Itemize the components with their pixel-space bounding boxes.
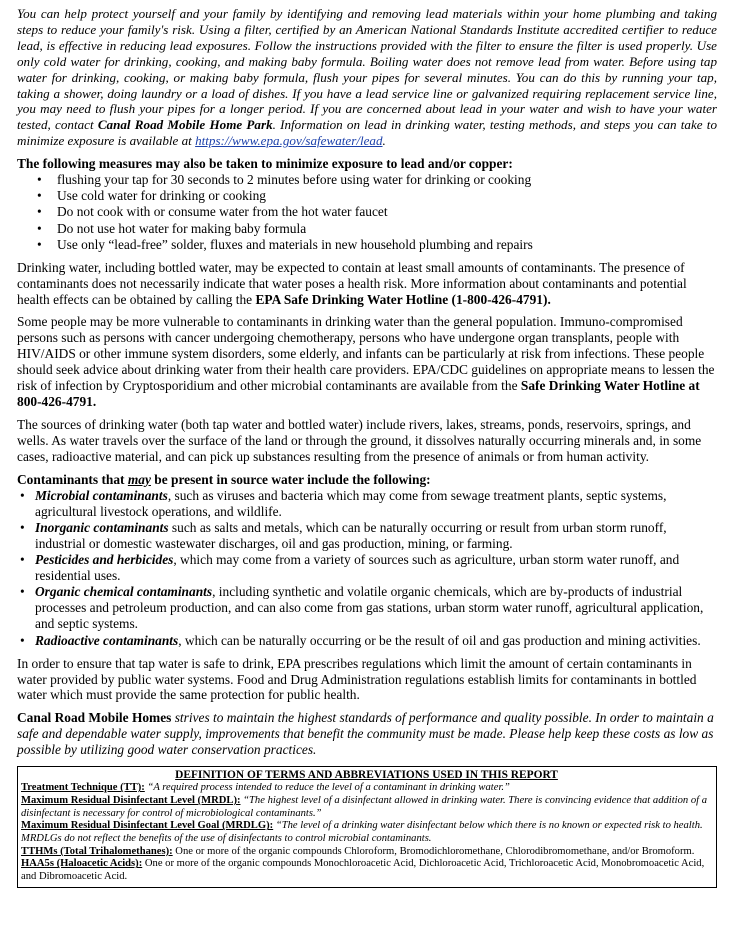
intro-end: . <box>382 133 386 149</box>
list-item: • Use cold water for drinking or cooking <box>17 188 717 204</box>
vulnerable-text: Some people may be more vulnerable to contaminants in drinking water than the general population. Immuno-compromised persons such as persons with cancer undergoing chemotherapy, persons who have undergone organ transplants, people with HIV/AIDS or other immune system disorders, some elderly, and infants can be particularly at risk from infections. These people should seek advice about drinking water from their health care providers. EPA/CDC guidelines on appropriate means to lessen the risk of infection by Cryptosporidium and other microbial contaminants are available from the <box>17 314 715 394</box>
contaminant-term: Microbial contaminants <box>35 487 168 503</box>
regulations-paragraph: In order to ensure that tap water is safe to drink, EPA prescribes regulations which limit the amount of certain contaminants in water provided by public water systems. Food and Drug Administration regulations establish limits for contaminants in bottled water which must provide the same protection for public health. <box>17 655 697 703</box>
bottled-water-paragraph <box>17 260 717 308</box>
definition-term: Maximum Residual Disinfectant Level Goal (MRDLG): <box>21 820 274 832</box>
contaminant-term: Inorganic contaminants <box>35 519 169 535</box>
closing-company: Canal Road Mobile Homes <box>17 710 172 726</box>
bottled-text: Drinking water, including bottled water, may be expected to contain at least small amounts of contaminants. The presence of contaminants does not necessarily indicate that water poses a health risk. More information about contaminants and potential health effects can be obtained by calling the <box>17 259 687 307</box>
contaminant-text: , including synthetic and volatile organic chemicals, which are by-products of industrial processes and petroleum production, and can also come from gas stations, urban storm water runoff, agricultural application, and septic systems. <box>35 584 704 632</box>
definition-text: “The level of a drinking water disinfectant below which there is no known or expected risk to health. MRDLGs do not reflect the benefits of the use of disinfectants to control microbial contaminants. <box>21 820 703 845</box>
list-item <box>17 633 717 649</box>
definition-text: One or more of the organic compounds Chloroform, Bromodichloromethane, Chlorodibromomethane, and/or Bromoform. <box>172 845 695 857</box>
measures-section <box>17 156 717 253</box>
definition-item <box>21 782 712 795</box>
intro-company: Canal Road Mobile Home Park <box>97 117 273 133</box>
list-item <box>17 584 717 632</box>
contaminants-heading-post: be present in source water include the following: <box>150 471 431 487</box>
list-item: • Use only “lead-free” solder, fluxes and materials in new household plumbing and repairs <box>17 237 717 253</box>
contaminants-section <box>17 472 717 649</box>
measures-list <box>17 172 717 252</box>
contaminants-list <box>17 488 717 649</box>
definition-item <box>21 795 712 820</box>
intro-text-1: You can help protect yourself and your family by identifying and removing lead materials within your home plumbing and taking steps to reduce your family's risk. Using a filter, certified by an American National Standards Institute accredited certifier to reduce lead, is effective in reducing lead exposures. Follow the instructions provided with the filter to ensure the filter is used properly. Use only cold water for drinking, cooking, and making baby formula. Boiling water does not remove lead from water. Before using tap water for drinking, cooking, or making baby formula, flush your pipes for several minutes. You can do this by running your tap, taking a shower, doing laundry or a load of dishes. If you have a lead service line or galvanized requiring replacement service line, you may need to flush your pipes for a longer period. If you are concerned about lead in your water and wish to have your water tested, contact <box>17 6 717 133</box>
contaminants-heading-may: may <box>127 471 151 487</box>
contaminant-text: such as salts and metals, which can be naturally occurring or result from urban storm runoff, industrial or domestic wastewater discharges, oil and gas production, mining, or farming. <box>35 519 667 551</box>
epa-lead-link[interactable]: https://www.epa.gov/safewater/lead <box>195 133 383 149</box>
definition-term: Maximum Residual Disinfectant Level (MRDL): <box>21 794 241 806</box>
contaminants-heading <box>17 472 717 488</box>
intro-text-2: . Information on lead in drinking water, testing methods, and steps you can take to minimize exposure is available at <box>17 117 717 149</box>
definitions-title: DEFINITION OF TERMS AND ABBREVIATIONS USED IN THIS REPORT <box>175 769 558 782</box>
contaminant-text: , which can be naturally occurring or be the result of oil and gas production and mining activities. <box>178 632 701 648</box>
definition-text: “A required process intended to reduce the level of a contaminant in drinking water.” <box>144 782 510 794</box>
list-item: • Do not use hot water for making baby formula <box>17 221 717 237</box>
definition-text: “The highest level of a disinfectant allowed in drinking water. There is convincing evidence that addition of a disinfectant is necessary for control of microbiological contaminants.” <box>21 794 708 819</box>
contaminant-term: Radioactive contaminants <box>35 632 179 648</box>
definition-term: TTHMs (Total Trihalomethanes): <box>21 845 173 857</box>
list-item <box>17 488 717 520</box>
contaminants-heading-pre: Contaminants that <box>17 471 128 487</box>
measures-heading: The following measures may also be taken to minimize exposure to lead and/or copper: <box>17 156 513 172</box>
list-item <box>17 552 717 584</box>
sources-paragraph: The sources of drinking water (both tap water and bottled water) include rivers, lakes, streams, ponds, reservoirs, springs, and wells. As water travels over the surface of the land or through the ground, it dissolves naturally occurring minerals and, in some cases, radioactive material, and can pick up substances resulting from the presence of animals or from human activity. <box>17 416 702 464</box>
list-item: • Do not cook with or consume water from the hot water faucet <box>17 204 717 220</box>
definition-term: Treatment Technique (TT): <box>21 782 145 794</box>
definition-item <box>21 858 712 883</box>
definitions-box <box>17 766 717 888</box>
contaminant-text: , which may come from a variety of sources such as agriculture, urban storm water runoff, and residential uses. <box>35 552 680 584</box>
list-item <box>17 520 717 552</box>
closing-paragraph <box>17 710 717 758</box>
contaminant-term: Pesticides and herbicides <box>35 552 174 568</box>
contaminant-term: Organic chemical contaminants <box>35 584 213 600</box>
closing-text: strives to maintain the highest standards of performance and quality possible. In order to maintain a safe and dependable water supply, improvements that benefit the community must be made. Please help keep these costs as low as possible by utilizing good water conservation practices. <box>17 710 714 758</box>
definition-item <box>21 820 712 845</box>
list-item: • flushing your tap for 30 seconds to 2 minutes before using water for drinking or cooking <box>17 172 717 188</box>
sdw-hotline: Safe Drinking Water Hotline at 800-426-4791. <box>17 378 700 409</box>
epa-hotline: EPA Safe Drinking Water Hotline (1-800-426-4791). <box>255 291 551 307</box>
contaminant-text: , such as viruses and bacteria which may come from sewage treatment plants, septic systems, agricultural livestock operations, and wildlife. <box>35 487 667 519</box>
definition-text: One or more of the organic compounds Monochloroacetic Acid, Dichloroacetic Acid, Trichloroacetic Acid, Monobromoacetic Acid, and Dibromoacetic Acid. <box>21 858 705 883</box>
definition-term: HAA5s (Haloacetic Acids): <box>21 858 143 870</box>
lead-intro-paragraph <box>17 6 717 149</box>
vulnerable-paragraph <box>17 314 717 409</box>
definition-item <box>21 846 712 859</box>
